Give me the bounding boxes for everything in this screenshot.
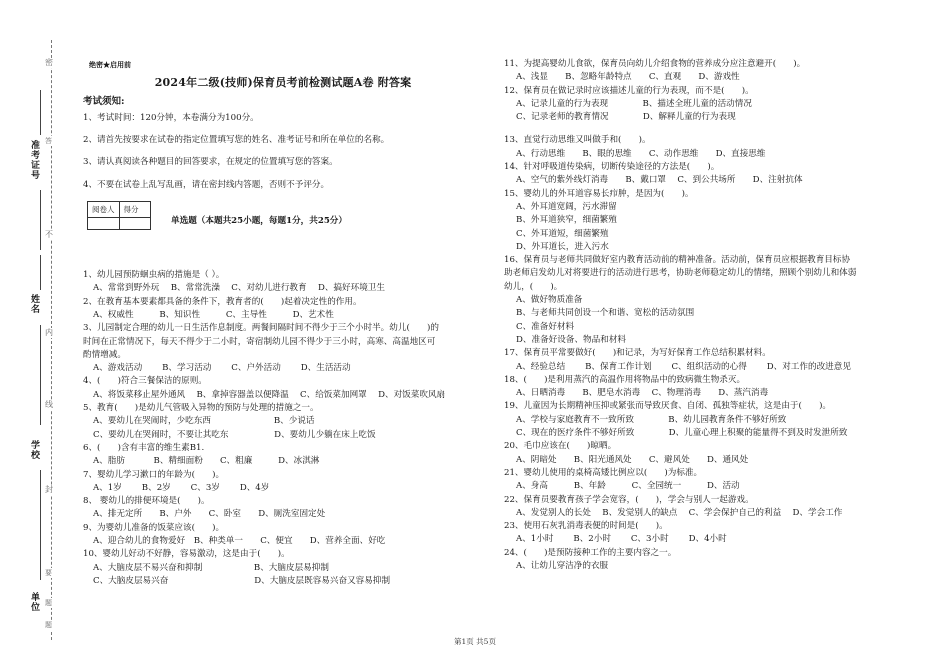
question-text: 3、儿园制定合理的幼儿一日生活作息制度。两餐间隔时间不得少于三个小时半。幼儿( )的	[83, 323, 439, 334]
answer-options: A、记录儿童的行为表现 B、描述全班儿童的活动情况	[516, 98, 752, 109]
answer-options: A、常常到野外玩 B、常常洗澡 C、对幼儿进行教育 D、搞好环境卫生	[93, 283, 385, 294]
seal-char: 要	[45, 569, 52, 577]
answer-options: A、脂肪 B、精细面粉 C、粗廉 D、冰淇淋	[93, 456, 320, 467]
question-text: 6、( )含有丰富的维生素B1.	[83, 442, 205, 453]
question-text: 2、在教育基本要素都具备的条件下，教育者的( )起着决定性的作用。	[83, 296, 362, 307]
answer-options: A、大脑皮层不易兴奋和抑制 B、大脑皮层易抑制	[93, 562, 329, 573]
question-text: 4、( )符合三餐保洁的原则。	[83, 376, 207, 387]
answer-options: C、现在的医疗条件不够好所致 D、儿童心理上积聚的能量得不到及时发泄所致	[516, 428, 848, 439]
answer-options: A、要幼儿在哭闹时，少吃东西 B、少说话	[93, 416, 315, 427]
answer-options: C、要幼儿在哭闹时，不要让其吃东 D、要幼儿少躺在床上吃饭	[93, 429, 376, 440]
answer-options: A、做好物质准备	[516, 295, 583, 306]
name-blank-lower	[40, 325, 41, 425]
margin-label-school: 学校	[29, 440, 39, 460]
right-column	[504, 58, 909, 573]
answer-options: A、经验总结 B、保育工作计划 C、组织活动的心得 D、对工作的改进意见	[516, 361, 851, 372]
seal-char: 封	[45, 485, 53, 494]
seal-char: 密	[45, 58, 53, 67]
seal-char: 内	[45, 328, 53, 337]
score-row	[83, 201, 483, 227]
question-text: 16、保育员与老师共同做好室内教育活动前的精神准备。活动前，保育员应根据教育目标协	[504, 255, 851, 266]
answer-options: A、权威性 B、知识性 C、主导性 D、艺术性	[93, 309, 334, 320]
margin-label-name: 姓名	[29, 294, 39, 314]
margin-label-admission-number: 准考证号	[29, 140, 39, 180]
answer-options: A、排无定所 B、户外 C、卧室 D、厕洗室固定处	[93, 509, 326, 520]
answer-options: B、与老师共同创设一个和谐、宽松的活动氛围	[516, 308, 695, 319]
question-text: 20、毛巾应该在( )晾晒。	[504, 441, 617, 452]
question-text: 5、教育( )是幼儿气管吸入异物的预防与处理的措施之一。	[83, 403, 319, 414]
question-text: 18、( )是利用蒸汽的高温作用将物品中的致病微生物杀灭。	[504, 374, 746, 385]
question-text: 13、直觉行动思维又叫做手和( )。	[504, 135, 651, 146]
answer-options: A、空气的紫外线灯消毒 B、戴口罩 C、到公共场所 D、注射抗体	[516, 175, 803, 186]
question-text: 21、婴幼儿使用的桌椅高矮比例应以( )为标准。	[504, 467, 703, 478]
seal-char: 题	[45, 599, 52, 607]
section-heading: 单选题（本题共25小题，每题1分，共25分）	[171, 216, 347, 227]
answer-options: C、准备好材料	[516, 321, 575, 332]
answer-options: B、外耳道狭窄，细菌繁殖	[516, 215, 617, 226]
binding-margin	[0, 0, 70, 671]
notice-item: 1、考试时间：120分钟，本卷满分为100分。	[83, 112, 259, 123]
answer-options: A、1岁 B、2岁 C、3岁 D、4岁	[93, 482, 270, 493]
school-blank	[40, 470, 41, 580]
question-text: 11、为提高婴幼儿食欲，保育员向幼儿介绍食物的营养成分应注意避开( )。	[504, 59, 806, 69]
answer-options: A、外耳道宽阔，污水滞留	[516, 201, 617, 212]
seal-char: 题	[45, 621, 52, 629]
answer-options: C、外耳道短，细菌繁殖	[516, 228, 609, 239]
score-table-score-header: 得分	[119, 202, 150, 218]
margin-label-unit: 单位	[29, 592, 39, 612]
seal-dashed-line	[51, 40, 52, 640]
seal-char: 答	[45, 137, 52, 145]
answer-options: A、行动思维 B、眼的思维 C、动作思维 D、直接思维	[516, 148, 766, 159]
seal-char: 不	[45, 230, 53, 239]
question-list-left	[83, 269, 483, 588]
admission-number-blank	[40, 90, 41, 135]
answer-options: A、日晒消毒 B、肥皂水消毒 C、物理消毒 D、蒸汽消毒	[516, 388, 769, 399]
answer-options: A、发觉别人的长处 B、发觉别人的缺点 C、学会保护自己的利益 D、学会工作	[516, 507, 843, 518]
answer-options: A、1小时 B、2小时 C、3小时 D、4小时	[516, 534, 727, 545]
question-text: 24、( )是预防接种工作的主要内容之一。	[504, 547, 677, 558]
answer-options: A、浅显 B、忽略年龄特点 C、直观 D、游戏性	[516, 72, 740, 83]
left-column	[83, 58, 483, 588]
question-text: 19、儿童因为长期精神压抑或紧张而导致厌食、自闭、孤独等症状，这是由于( )。	[504, 401, 832, 412]
notice-item: 4、不要在试卷上乱写乱画，请在密封线内答题，否则不予评分。	[83, 179, 330, 190]
score-table-reviewer-header: 阅卷人	[88, 202, 120, 218]
page-number: 第1页 共5页	[454, 637, 496, 646]
notice-item: 2、请首先按要求在试卷的指定位置填写您的姓名、准考证号和所在单位的名称。	[83, 135, 390, 146]
question-text: 23、使用石灰乳消毒表便的时间是( )。	[504, 521, 668, 532]
score-table	[87, 201, 151, 230]
question-text: 幼儿，( )。	[504, 281, 563, 292]
question-text: 15、婴幼儿的外耳道容易长疖肿，是因为( )。	[504, 188, 694, 199]
question-text: 助老师启发幼儿对将要进行的活动进行思考，协助老师稳定幼儿的情绪，照顾个别幼儿和体弱	[504, 268, 857, 279]
answer-options: D、外耳道长，进入污水	[516, 241, 609, 252]
question-text: 时间在正常情况下，每天不得少于二小时，寄宿制幼儿园不得少于三小时，高寒、高温地区可	[83, 336, 436, 347]
question-text: 22、保育员要教育孩子学会宽容，( )，学会与别人一起游戏。	[504, 494, 754, 505]
answer-options: A、让幼儿穿洁净的衣服	[516, 560, 609, 571]
question-text: 9、为婴幼儿准备的饭菜应该( )。	[83, 522, 225, 533]
answer-options: A、身高 B、年龄 C、全园统一 D、活动	[516, 481, 740, 492]
spacer	[504, 124, 909, 134]
question-text: 12、保育员在做记录时应该描述儿童的行为表现，而不是( )。	[504, 85, 754, 96]
answer-options: A、游戏活动 B、学习活动 C、户外活动 D、生活活动	[93, 363, 351, 374]
score-cell[interactable]	[119, 218, 150, 230]
secret-mark: 绝密★启用前	[89, 60, 131, 69]
question-list-right	[504, 58, 909, 573]
answer-options: A、迎合幼儿的食物爱好 B、种类单一 C、便宜 D、营养全面、好吃	[93, 536, 386, 547]
seal-char: 线	[45, 400, 53, 409]
answer-options: C、大脑皮层易兴奋 D、大脑皮层既容易兴奋又容易抑制	[93, 575, 391, 586]
admission-number-blank-lower	[40, 190, 41, 250]
question-text: 17、保育员平常要做好( )和记录，为写好保育工作总结积累材料。	[504, 348, 771, 359]
notice-list	[83, 112, 483, 192]
name-blank	[40, 255, 41, 290]
answer-options: D、准备好设备、物品和材料	[516, 334, 627, 345]
question-text: 10、婴幼儿好动不好静，容易激动，这是由于( )。	[83, 549, 290, 560]
question-text: 14、针对呼吸道传染病，切断传染途径的方法是( )。	[504, 162, 720, 173]
question-text: 8、 婴幼儿的排便环境是( )。	[83, 496, 210, 507]
exam-title: 2024年二级(技师)保育员考前检测试题A卷 附答案	[154, 76, 412, 90]
reviewer-cell[interactable]	[88, 218, 120, 230]
answer-options: A、阴暗处 B、阳光通风处 C、避风处 D、通风处	[516, 454, 749, 465]
notice-title: 考试须知:	[83, 95, 125, 107]
question-text: 7、婴幼儿学习漱口的年龄为( )。	[83, 469, 225, 480]
question-text: 酌情增减。	[83, 349, 126, 360]
answer-options: C、记录老师的教育情况 D、解释儿童的行为表现	[516, 112, 736, 123]
answer-options: A、将饭菜移止屋外通风 B、拿掉容器盖以便降温 C、给饭菜加网罩 D、对饭菜吹风扇	[93, 389, 446, 400]
answer-options: A、学校与家庭教育不一致所致 B、幼儿园教育条件不够好所致	[516, 414, 787, 425]
question-text: 1、幼儿园预防蛔虫病的措施是（ ）。	[83, 270, 225, 281]
notice-item: 3、请认真阅读各种题目的回答要求，在规定的位置填写您的答案。	[83, 157, 338, 168]
